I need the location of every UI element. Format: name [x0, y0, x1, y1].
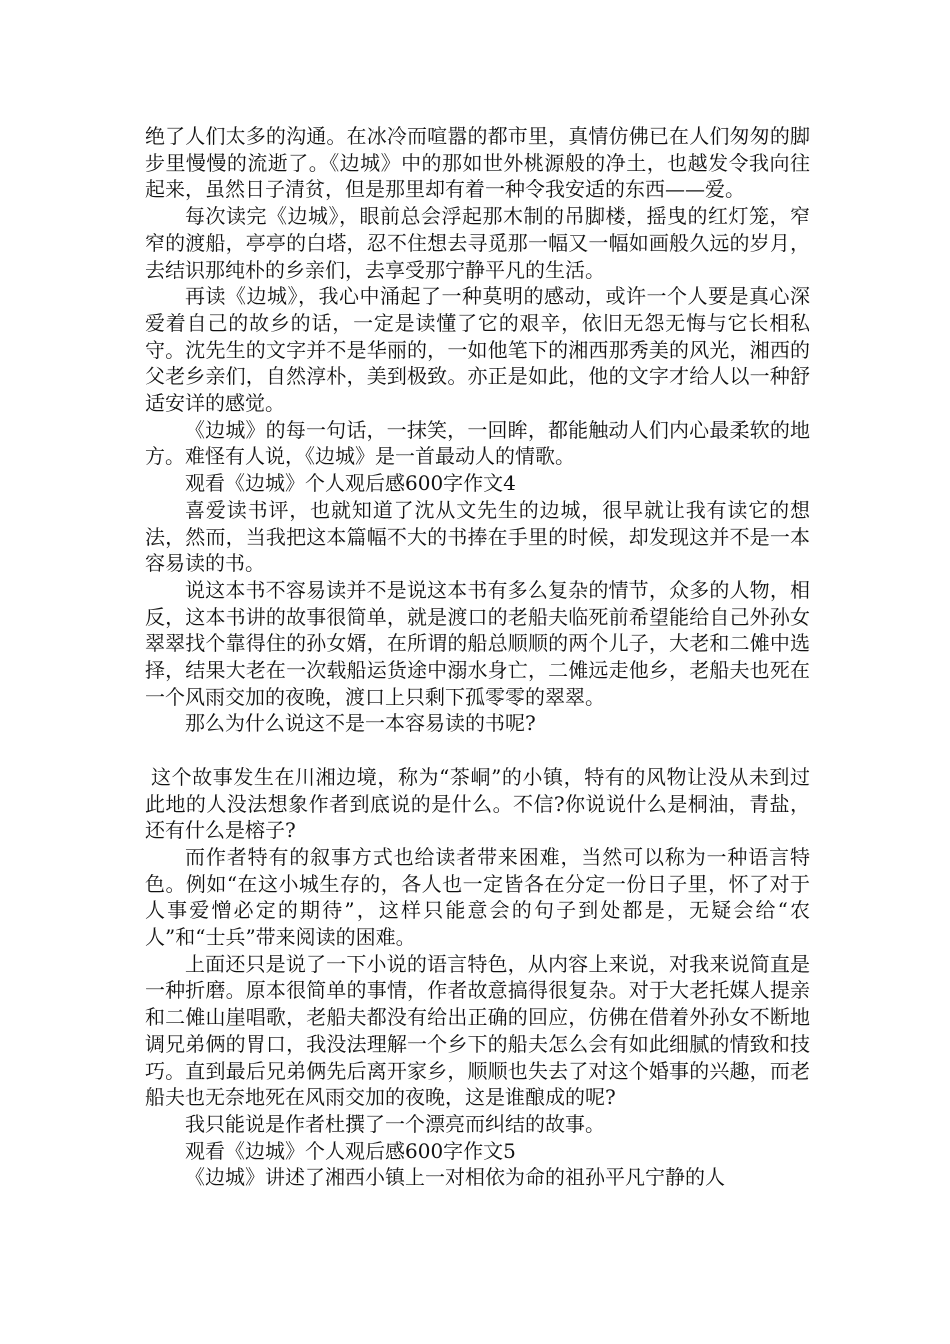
blank-line	[145, 737, 810, 764]
paragraph-7: 那么为什么说这不是一本容易读的书呢?	[185, 711, 536, 736]
section-heading-4: 观看《边城》个人观后感600字作文4	[185, 471, 516, 496]
paragraph-10: 上面还只是说了一下小说的语言特色，从内容上来说，对我来说简直是一种折磨。原本很简单的事情，作者故意搞得很复杂。对于大老托媒人提亲和二傩山崖唱歌，老船夫都没有给出正确的回应，仿佛在借着外孙女不断地调兄弟俩的胃口，我没法理解一个乡下的船夫怎么会有如此细腻的情致和技巧。直到最后兄弟俩先后离开家乡，顺顺也失去了对这个婚事的兴趣，而老船夫也无奈地死在风雨交加的夜晚，这是谁酿成的呢?	[145, 951, 810, 1110]
paragraph-3: 再读《边城》，我心中涌起了一种莫明的感动，或许一个人要是真心深爱着自己的故乡的话，一定是读懂了它的艰辛，依旧无怨无悔与它长相私守。沈先生的文字并不是华丽的，一如他笔下的湘西那秀美的风光，湘西的父老乡亲们，自然淳朴，美到极致。亦正是如此，他的文字才给人以一种舒适安详的感觉。	[145, 284, 810, 416]
paragraph-11: 我只能说是作者杜撰了一个漂亮而纠结的故事。	[185, 1112, 605, 1136]
section-heading-5: 观看《边城》个人观后感600字作文5	[185, 1138, 516, 1163]
paragraph-5: 喜爱读书评，也就知道了沈从文先生的边城，很早就让我有读它的想法，然而，当我把这本篇幅不大的书捧在手里的时候，却发现这并不是一本容易读的书。	[145, 497, 810, 576]
paragraph-12: 《边城》讲述了湘西小镇上一对相依为命的祖孙平凡宁静的人	[185, 1165, 725, 1190]
paragraph-2: 每次读完《边城》，眼前总会浮起那木制的吊脚楼，摇曳的红灯笼，窄窄的渡船，亭亭的白塔，忍不住想去寻觅那一幅又一幅如画般久远的岁月，去结识那纯朴的乡亲们，去享受那宁静平凡的生活。	[145, 204, 810, 282]
paragraph-6: 说这本书不容易读并不是说这本书有多么复杂的情节，众多的人物，相反，这本书讲的故事很简单，就是渡口的老船夫临死前希望能给自己外孙女翠翠找个靠得住的孙女婿，在所谓的船总顺顺的两个儿子，大老和二傩中选择，结果大老在一次载船运货途中溺水身亡，二傩远走他乡，老船夫也死在一个风雨交加的夜晚，渡口上只剩下孤零零的翠翠。	[145, 577, 810, 709]
document-body	[145, 123, 810, 1191]
paragraph-9: 而作者特有的叙事方式也给读者带来困难，当然可以称为一种语言特色。例如“在这小城生存的，各人也一定皆各在分定一份日子里，怀了对于人事爱憎必定的期待”，这样只能意会的句子到处都是，无疑会给“农人”和“士兵”带来阅读的困难。	[145, 844, 810, 950]
paragraph-1: 绝了人们太多的沟通。在冰冷而喧嚣的都市里，真情仿佛已在人们匆匆的脚步里慢慢的流逝了。《边城》中的那如世外桃源般的净土，也越发令我向往起来，虽然日子清贫，但是那里却有着一种令我安适的东西——爱。	[145, 124, 810, 202]
paragraph-8: 这个故事发生在川湘边境，称为“茶峒”的小镇，特有的风物让没从未到过此地的人没法想象作者到底说的是什么。不信?你说说什么是桐油，青盐，还有什么是榕子?	[145, 764, 810, 843]
paragraph-4: 《边城》的每一句话，一抹笑，一回眸，都能触动人们内心最柔软的地方。难怪有人说，《边城》是一首最动人的情歌。	[145, 417, 810, 469]
